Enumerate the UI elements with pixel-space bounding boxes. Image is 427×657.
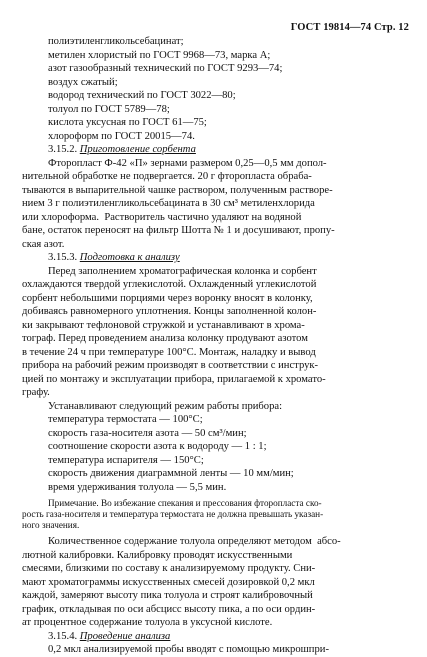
text-line <box>22 643 409 657</box>
document-body <box>22 35 409 657</box>
text-line <box>22 400 409 414</box>
text-line <box>22 549 409 563</box>
line-text: ская азот. <box>22 238 65 250</box>
line-text: соотношение скорости азота к водороду — 1 : 1; <box>48 441 267 452</box>
text-line <box>22 346 409 360</box>
line-text: прибора на рабочий режим производят в соответствии с инструк- <box>22 360 319 371</box>
text-line <box>22 319 409 333</box>
note-line: Примечание. Во избежание спекания и прессования фторопласта ско- <box>48 498 322 508</box>
line-text: охлаждаются твердой углекислотой. Охлажденный углекислотой <box>22 279 317 290</box>
text-line <box>22 562 409 576</box>
text-line <box>22 143 409 157</box>
line-text: мают хроматограммы искусственных смесей дозировкой 0,2 мкл <box>22 576 315 588</box>
note-block <box>22 498 409 531</box>
text-line <box>22 170 409 184</box>
note-line: ного значения. <box>22 520 80 530</box>
line-text: тываются в выпарительной чашке раствором, полученным растворе- <box>22 184 333 196</box>
line-text: 0,2 мкл анализируемой пробы вводят с помощью микрошпри- <box>48 644 329 655</box>
line-text: в течение 24 ч при температуре 100°С. Монтаж, наладку и вывод <box>22 346 316 358</box>
line-text: метилен хлористый по ГОСТ 9968—73, марка А; <box>48 49 271 61</box>
line-text: ат процентное содержание толуола в уксусной кислоте. <box>22 617 273 628</box>
section-heading: Подготовка к анализу <box>79 252 180 263</box>
line-text: толуол по ГОСТ 5789—78; <box>48 103 170 115</box>
line-text: график, откладывая по оси абсцисс высоту пика, а по оси ордин- <box>22 603 316 615</box>
text-block-quantification <box>22 535 409 657</box>
text-line <box>22 305 409 319</box>
line-text: воздух сжатый; <box>48 76 118 88</box>
line-text: смесями, близкими по составу к анализируемому продукту. Сни- <box>22 563 316 574</box>
text-line <box>22 332 409 346</box>
line-text: нительной обработке не подвергается. 20 г фторопласта обраба- <box>22 171 312 182</box>
line-text: скорость газа-носителя азота — 50 см³/мин; <box>48 427 247 439</box>
text-line <box>22 103 409 117</box>
text-line <box>22 535 409 549</box>
text-line <box>22 373 409 387</box>
text-line <box>22 386 409 400</box>
text-line <box>22 454 409 468</box>
line-text: 3.15.4. <box>48 630 80 642</box>
note-line: рость газа-носителя и температура термостата не должна превышать указан- <box>22 509 324 519</box>
text-line <box>22 130 409 144</box>
line-text: Количественное содержание толуола определяют методом абсо- <box>48 536 341 547</box>
line-text: кислота уксусная по ГОСТ 61—75; <box>48 117 207 128</box>
line-text: скорость движения диаграммной ленты — 10 мм/мин; <box>48 468 294 479</box>
section-heading: Проведение анализа <box>79 630 171 642</box>
line-text: бане, остаток переносят на фильтр Шотта № 1 и досушивают, пропу- <box>22 225 335 236</box>
line-text: каждой, замеряют высоту пика толуола и строят калибровочный <box>22 590 313 601</box>
line-text: Фторопласт Ф-42 «П» зернами размером 0,25—0,5 мм допол- <box>48 157 327 169</box>
text-line <box>22 197 409 211</box>
line-text: лютной калибровки. Калибровку проводят искусственными <box>22 549 293 561</box>
text-block-main <box>22 35 409 494</box>
line-text: ки закрывают тефлоновой стружкой и устанавливают в хрома- <box>22 319 305 331</box>
line-text: Перед заполнением хроматографическая колонка и сорбент <box>48 265 317 277</box>
text-line <box>22 76 409 90</box>
text-line <box>22 184 409 198</box>
text-line <box>22 157 409 171</box>
line-text: азот газообразный технический по ГОСТ 9293—74; <box>48 63 283 74</box>
text-line <box>22 292 409 306</box>
line-text: температура термостата — 100°С; <box>48 414 203 425</box>
line-text: 3.15.2. <box>48 144 80 155</box>
text-line <box>22 359 409 373</box>
text-line <box>22 616 409 630</box>
text-line <box>22 62 409 76</box>
text-line <box>22 238 409 252</box>
page-header: ГОСТ 19814—74 Стр. 12 <box>290 22 409 33</box>
line-text: цией по монтажу и эксплуатации прибора, прилагаемой к хромато- <box>22 373 326 385</box>
text-line <box>22 440 409 454</box>
line-text: тограф. Перед проведением анализа колонку продувают азотом <box>22 333 308 344</box>
line-text: 3.15.3. <box>48 252 80 263</box>
line-text: время удерживания толуола — 5,5 мин. <box>48 481 227 493</box>
line-text: полиэтиленгликольсебацинат; <box>48 36 184 47</box>
text-line <box>22 116 409 130</box>
text-line <box>22 427 409 441</box>
line-text: нием 3 г полиэтиленгликольсебацината в 30 см³ метиленхлорида <box>22 198 315 209</box>
line-text: водород технический по ГОСТ 3022—80; <box>48 90 236 101</box>
text-line <box>22 224 409 238</box>
text-line <box>22 630 409 644</box>
text-line <box>22 589 409 603</box>
line-text: сорбент небольшими порциями через воронку вносят в колонку, <box>22 292 313 304</box>
text-line <box>22 481 409 495</box>
text-line <box>22 603 409 617</box>
text-line <box>22 49 409 63</box>
text-line <box>22 211 409 225</box>
line-text: графу. <box>22 387 50 398</box>
text-line <box>22 413 409 427</box>
text-line <box>22 265 409 279</box>
text-line <box>22 89 409 103</box>
section-heading: Приготовление сорбента <box>79 144 196 155</box>
text-line <box>22 251 409 265</box>
line-text: или хлороформа. Растворитель частично удаляют на водяной <box>22 211 302 223</box>
line-text: хлороформ по ГОСТ 20015—74. <box>48 130 195 142</box>
line-text: Устанавливают следующий режим работы прибора: <box>48 400 283 412</box>
line-text: добиваясь равномерного уплотнения. Концы заполненной колон- <box>22 306 317 317</box>
text-line <box>22 35 409 49</box>
line-text: температура испарителя — 150°С; <box>48 454 204 466</box>
text-line <box>22 576 409 590</box>
text-line <box>22 278 409 292</box>
text-line <box>22 467 409 481</box>
